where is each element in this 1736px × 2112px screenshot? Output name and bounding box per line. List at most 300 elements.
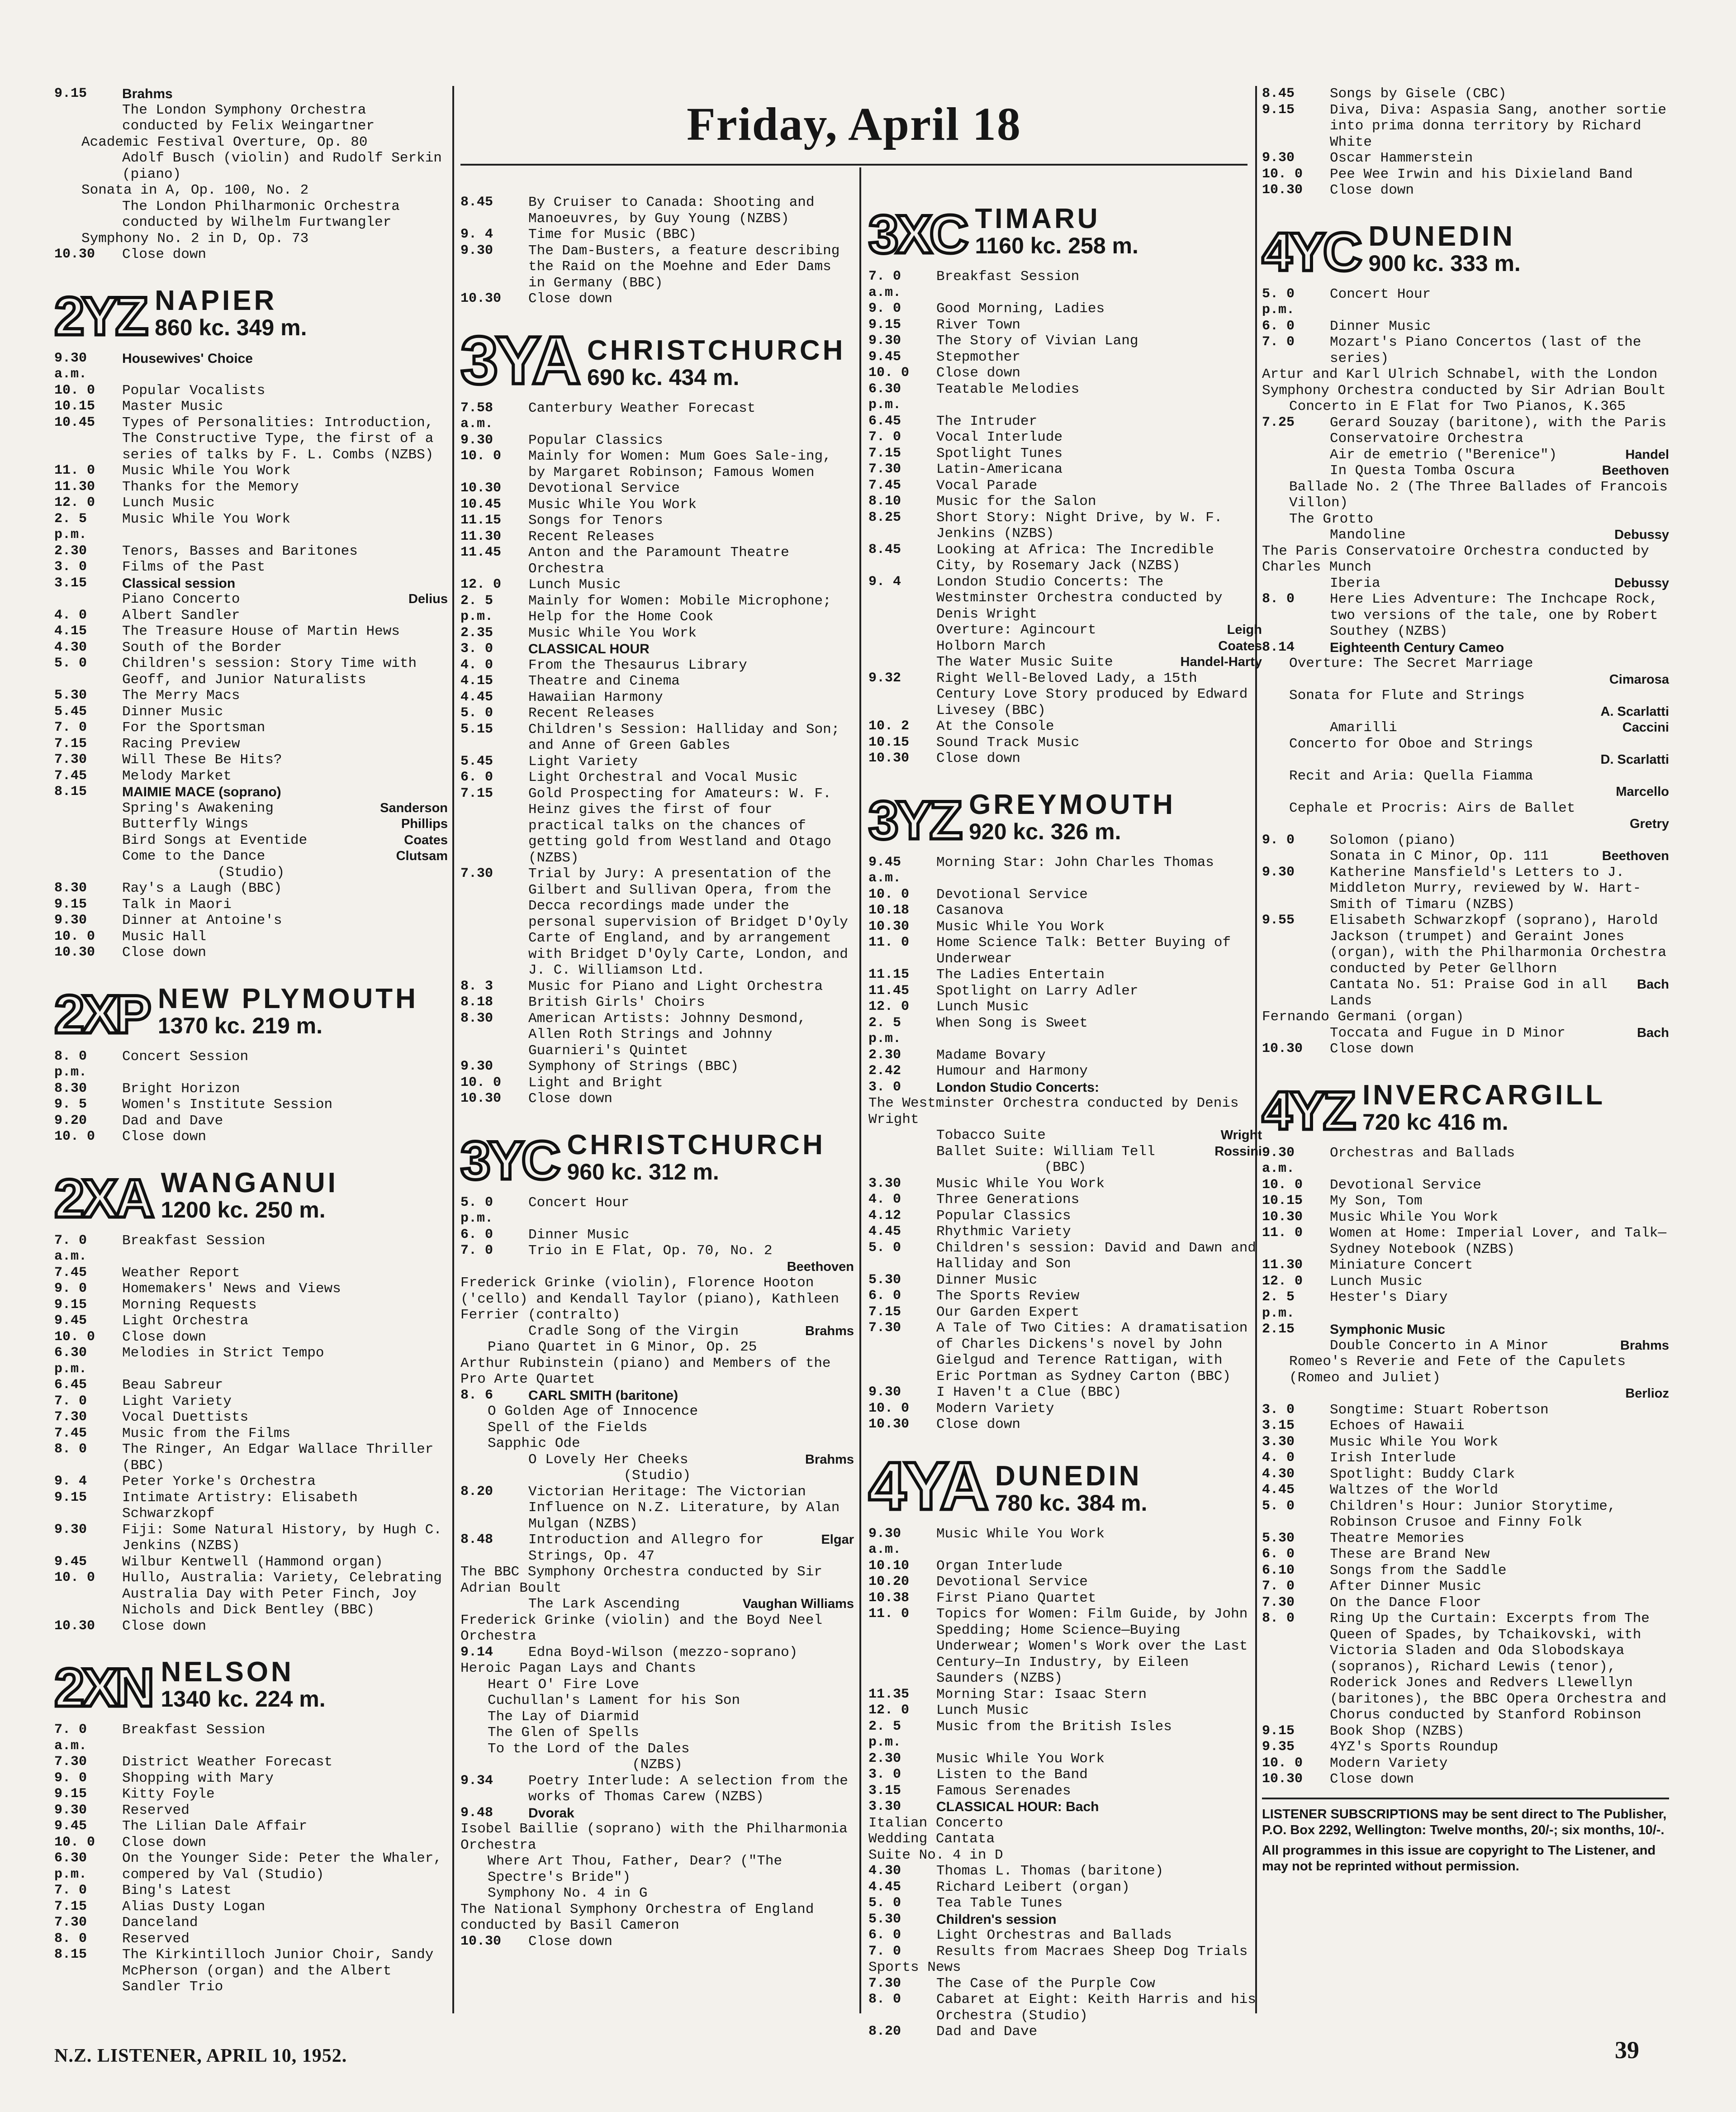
programme-text: Italian Concerto <box>868 1815 1003 1831</box>
schedule-row <box>54 640 448 656</box>
programme-text: Iberia <box>1330 575 1380 591</box>
time-slot: 10. 0 <box>1262 1755 1303 1771</box>
programme-text: Thomas L. Thomas (baritone) <box>936 1863 1164 1879</box>
time-slot: 7. 0 a.m. <box>54 1722 87 1754</box>
programme-text: Kitty Foyle <box>122 1786 215 1802</box>
schedule-row <box>460 770 854 786</box>
programme-text: Housewives' Choice <box>122 351 253 366</box>
programme-text: Holborn March <box>936 638 1046 654</box>
schedule-row <box>54 704 448 720</box>
composer-name: Leigh <box>1227 623 1262 637</box>
programme-text: Close down <box>122 1129 207 1145</box>
time-slot: 6.30 p.m. <box>868 381 901 413</box>
schedule-row <box>460 1725 854 1741</box>
time-slot <box>868 1127 936 1144</box>
programme-text: Oscar Hammerstein <box>1330 150 1473 166</box>
programme-text: Theatre and Cinema <box>528 673 680 689</box>
time-slot <box>1262 1338 1330 1354</box>
programme-text: Lunch Music <box>1330 1273 1423 1289</box>
programme-text: Spotlight: Buddy Clark <box>1330 1466 1515 1482</box>
time-slot: 3. 0 <box>54 559 87 575</box>
programme-text: Madame Bovary <box>936 1047 1046 1063</box>
time-slot: 4.45 <box>1262 1482 1295 1498</box>
schedule-row <box>1262 1450 1669 1466</box>
schedule-row <box>868 1815 1262 1831</box>
time-slot: 10.20 <box>868 1574 910 1589</box>
programme-text: Overture: The Secret Marriage <box>1289 656 1533 671</box>
schedule-row <box>460 690 854 706</box>
time-slot <box>1262 576 1330 592</box>
programme-text: Bing's Latest <box>122 1883 232 1898</box>
schedule-row <box>460 433 854 449</box>
composer-name: Rossini <box>1214 1144 1262 1159</box>
schedule-row <box>54 463 448 479</box>
schedule-row <box>54 832 448 849</box>
time-slot: 10.30 <box>460 1091 502 1106</box>
schedule-row <box>460 593 854 625</box>
schedule-row <box>54 134 448 151</box>
time-slot: 10. 0 <box>868 1400 910 1416</box>
time-slot: 9.30 <box>460 1059 493 1074</box>
schedule-row <box>460 497 854 513</box>
time-slot: 4. 0 <box>54 607 87 623</box>
schedule-row <box>460 1468 854 1484</box>
programme-text: Dinner Music <box>1330 318 1431 334</box>
schedule-row <box>1262 1466 1669 1483</box>
time-slot: 4.30 <box>1262 1466 1295 1482</box>
time-slot: 9.30 <box>54 1802 87 1818</box>
station-callsign: 2YZ <box>54 285 146 347</box>
programme-text: Close down <box>122 1834 207 1850</box>
time-slot: 2. 5 p.m. <box>868 1718 901 1750</box>
programme-text: The Merry Macs <box>122 688 240 704</box>
schedule-row <box>54 1947 448 1995</box>
programme-text <box>1262 704 1595 720</box>
programme-text: Time for Music (BBC) <box>528 227 697 243</box>
schedule-row <box>54 1570 448 1618</box>
programme-text: My Son, Tom <box>1330 1193 1423 1209</box>
schedule-row <box>1262 415 1669 447</box>
programme-text: Reserved <box>122 1931 190 1947</box>
station-callsign: 2XP <box>54 984 149 1045</box>
schedule-row <box>1262 166 1669 183</box>
programme-text: Close down <box>1330 1771 1414 1787</box>
programme-text: Dinner Music <box>528 1227 630 1243</box>
schedule-row <box>54 182 448 199</box>
schedule-row <box>460 1259 854 1275</box>
time-slot: 9.45 <box>868 349 901 365</box>
schedule-row <box>1262 319 1669 335</box>
time-slot: 10. 0 <box>868 886 910 902</box>
time-slot: 9.20 <box>54 1113 87 1128</box>
schedule-row <box>868 1895 1262 1912</box>
programme-text: Latin-Americana <box>936 461 1063 477</box>
schedule-row <box>868 1417 1262 1433</box>
schedule-row <box>1262 1041 1669 1057</box>
programme-text: (NZBS) <box>632 1757 683 1773</box>
schedule-row <box>868 1912 1262 1928</box>
programme-text: Devotional Service <box>528 480 680 496</box>
time-slot: 6.10 <box>1262 1562 1295 1578</box>
programme-text: The London Philharmonic Orchestra conducted by Wilhelm Furtwangler <box>122 198 400 230</box>
station-frequency: 720 kc 416 m. <box>1362 1109 1508 1135</box>
programme-text: Master Music <box>122 399 223 414</box>
schedule-row <box>1262 656 1669 672</box>
programme-text: Close down <box>122 247 207 262</box>
time-slot: 3.30 <box>868 1175 901 1191</box>
time-slot: 7.45 <box>868 477 901 493</box>
programme-text: Symphony No. 4 in G <box>488 1885 648 1901</box>
schedule-row <box>54 1818 448 1835</box>
time-slot: 5.30 <box>868 1272 901 1288</box>
schedule-row <box>54 86 448 102</box>
programme-text: Isobel Baillie (soprano) with the Philharmonia Orchestra <box>460 1821 848 1853</box>
programme-text: Vocal Parade <box>936 477 1038 494</box>
programme-text: Ring Up the Curtain: Excerpts from The Queen of Spades, by Tchaikovski, with Victoria Sladen and Oda Slobodskaya (sopranos), Richard Lewis (tenor), Roderick Jones and Redvers Llewellyn (baritones), the BBC Opera Orchestra and Chorus conducted by Stanford Robinson <box>1330 1611 1667 1723</box>
time-slot: 5.45 <box>460 753 493 769</box>
schedule-row <box>1262 591 1669 640</box>
time-slot: 9.30 <box>54 1522 87 1537</box>
station-name: DUNEDIN <box>995 1460 1142 1492</box>
programme-text: Tobacco Suite <box>936 1127 1046 1143</box>
schedule-row <box>868 1401 1262 1417</box>
schedule-row <box>868 1095 1262 1127</box>
time-slot: 10. 0 <box>868 365 910 381</box>
schedule-row <box>1262 527 1669 543</box>
time-slot: 4.15 <box>460 673 493 689</box>
time-slot: 10.15 <box>54 399 95 414</box>
programme-text: Films of the Past <box>122 559 266 575</box>
schedule-row <box>868 1160 1262 1176</box>
time-slot: 5.45 <box>54 704 87 719</box>
time-slot: 4.15 <box>54 623 87 639</box>
composer-name: Caccini <box>1622 720 1669 735</box>
programme-text: Lunch Music <box>936 1703 1029 1718</box>
schedule-row <box>868 1304 1262 1321</box>
time-slot: 9.48 <box>460 1805 493 1821</box>
time-slot <box>54 848 122 865</box>
schedule-row <box>460 754 854 770</box>
schedule-row <box>868 1960 1262 1976</box>
time-slot: 9.15 <box>54 1786 87 1802</box>
programme-text: Gold Prospecting for Amateurs: W. F. Heinz gives the first of four practical talks on the chances of getting gold from Westland and Otago (NZBS) <box>528 785 831 866</box>
schedule-row <box>460 1388 854 1404</box>
station-header <box>54 1167 448 1229</box>
station-callsign: 3XC <box>868 204 966 265</box>
programme-text: Symphony of Strings (BBC) <box>528 1059 739 1075</box>
programme-text: MAIMIE MACE (soprano) <box>122 785 281 799</box>
programme-text: Romeo's Reverie and Fete of the Capulets (Romeo and Juliet) <box>1289 1354 1626 1386</box>
time-slot: 10. 0 <box>54 1329 95 1345</box>
programme-text: Children's session: Story Time with Geoff, and Junior Naturalists <box>122 656 417 688</box>
schedule-row <box>868 1783 1262 1799</box>
time-slot: 10.30 <box>868 1417 910 1432</box>
programme-text: The National Symphony Orchestra of England conducted by Basil Cameron <box>460 1901 814 1933</box>
programme-text: Music Hall <box>122 928 207 945</box>
programme-text: Music from the Films <box>122 1425 291 1441</box>
time-slot: 12. 0 <box>54 495 95 510</box>
schedule-row <box>54 102 448 134</box>
programme-text: Albert Sandler <box>122 607 240 623</box>
time-slot: 7.45 <box>54 768 87 784</box>
station-header <box>868 1447 1262 1524</box>
schedule-row <box>54 1265 448 1281</box>
station-frequency: 960 kc. 312 m. <box>567 1159 719 1184</box>
station-frequency: 1200 kc. 250 m. <box>161 1197 326 1222</box>
programme-text: Music While You Work <box>936 1526 1105 1542</box>
schedule-row <box>54 1441 448 1474</box>
schedule-row <box>460 1356 854 1388</box>
time-slot: 11.30 <box>460 528 502 544</box>
station-header <box>54 983 448 1045</box>
schedule-row <box>1262 1755 1669 1772</box>
programme-text: O Lovely Her Cheeks <box>528 1451 688 1468</box>
programme-text: From the Thesaurus Library <box>528 657 747 673</box>
schedule-row <box>54 543 448 560</box>
programme-text: Amarilli <box>1330 720 1397 736</box>
schedule-row <box>54 1490 448 1522</box>
time-slot: 7.30 <box>1262 1594 1295 1610</box>
programme-text: Listen to the Band <box>936 1767 1088 1783</box>
programme-text: Light Orchestral and Vocal Music <box>528 770 798 785</box>
schedule-row <box>868 1927 1262 1944</box>
programme-text: Piano Concerto <box>122 591 240 607</box>
programme-text: Songs from the Saddle <box>1330 1562 1507 1579</box>
schedule-row <box>460 195 854 227</box>
schedule-row <box>54 656 448 688</box>
schedule-row <box>460 641 854 657</box>
time-slot: 10. 0 <box>54 1129 95 1144</box>
station-schedule <box>868 855 1262 1433</box>
schedule-row <box>1262 1338 1669 1354</box>
schedule-row <box>460 1693 854 1709</box>
composer-name: Brahms <box>805 1323 854 1338</box>
programme-text: The Paris Conservatoire Orchestra conducted by Charles Munch <box>1262 543 1649 575</box>
station-header <box>460 1129 854 1191</box>
time-slot: 11. 0 <box>1262 1225 1303 1241</box>
station-frequency: 1370 kc. 219 m. <box>157 1013 323 1038</box>
schedule-row <box>1262 102 1669 151</box>
schedule-row <box>868 622 1262 638</box>
station-callsign: 3YZ <box>868 790 960 851</box>
time-slot: 9. 4 <box>460 227 493 242</box>
time-slot <box>460 1452 528 1468</box>
schedule-row <box>54 945 448 961</box>
programme-text: Concert Hour <box>528 1194 630 1211</box>
programme-text: Bird Songs at Eventide <box>122 832 308 848</box>
time-slot <box>1262 720 1330 736</box>
programme-text: Sonata in A, Op. 100, No. 2 <box>81 182 309 198</box>
time-slot: 6. 0 <box>1262 1546 1295 1562</box>
time-slot: 9. 0 <box>868 301 901 316</box>
programme-text: Music While You Work <box>122 463 291 479</box>
station-frequency: 690 kc. 434 m. <box>587 364 740 390</box>
programme-text: Women's Institute Session <box>122 1097 333 1113</box>
schedule-row <box>460 1227 854 1243</box>
time-slot: 5.30 <box>868 1911 901 1927</box>
programme-text: Popular Classics <box>936 1208 1071 1224</box>
schedule-row <box>1262 150 1669 166</box>
schedule-row <box>54 1835 448 1851</box>
schedule-row <box>868 1751 1262 1767</box>
time-slot: 5. 0 p.m. <box>1262 286 1295 318</box>
programme-text: Breakfast Session <box>936 269 1080 285</box>
schedule-row <box>460 1564 854 1596</box>
time-slot: 10. 0 <box>1262 1177 1303 1193</box>
programme-text: Diva, Diva: Aspasia Sang, another sortie into prima donna territory by Richard White <box>1330 102 1667 150</box>
time-slot: 7.30 <box>868 461 901 477</box>
time-slot: 10.30 <box>460 480 502 496</box>
time-slot: 3.15 <box>868 1783 901 1798</box>
schedule-row <box>54 351 448 383</box>
programme-text: Spotlight on Larry Adler <box>936 983 1138 999</box>
programme-text: Melody Market <box>122 768 232 784</box>
schedule-row <box>1262 1177 1669 1194</box>
programme-text: Racing Preview <box>122 736 240 752</box>
programme-text: Air de emetrio ("Berenice") <box>1330 447 1557 463</box>
station-schedule <box>868 1526 1262 2040</box>
time-slot: 11.45 <box>460 545 502 560</box>
time-slot: 11.35 <box>868 1686 910 1702</box>
programme-text: Victorian Heritage: The Victorian Influence on N.Z. Literature, by Alan Mulgan (NZBS) <box>528 1484 840 1532</box>
programme-text: Ray's a Laugh (BBC) <box>122 880 282 896</box>
schedule-row <box>54 1377 448 1394</box>
schedule-row <box>54 1394 448 1410</box>
schedule-row <box>868 1687 1262 1703</box>
programme-text: Dad and Dave <box>122 1113 223 1129</box>
station-name: DUNEDIN <box>1368 220 1515 252</box>
schedule-row <box>1262 576 1669 592</box>
programme-text: Recit and Aria: Quella Fiamma <box>1289 768 1533 784</box>
programme-text: Stepmother <box>936 349 1021 365</box>
composer-name: Debussy <box>1614 576 1669 590</box>
time-slot: 9.15 <box>1262 102 1295 118</box>
schedule-row <box>460 1596 854 1613</box>
programme-text: Music While You Work <box>528 496 697 513</box>
schedule-row <box>460 1059 854 1075</box>
programme-text: When Song is Sweet <box>936 1015 1088 1031</box>
schedule-row <box>460 513 854 529</box>
schedule-row <box>54 1474 448 1490</box>
programme-text: River Town <box>936 317 1021 333</box>
time-slot: 9. 0 <box>1262 832 1295 848</box>
schedule-row <box>460 1075 854 1091</box>
schedule-row <box>54 383 448 399</box>
schedule-row <box>1262 640 1669 656</box>
title-rule <box>460 164 1247 166</box>
station-name: TIMARU <box>975 203 1100 234</box>
time-slot: 9. 0 <box>54 1770 87 1786</box>
time-slot: 4.30 <box>868 1863 901 1879</box>
time-slot: 3. 0 <box>1262 1402 1295 1418</box>
composer-name: Sanderson <box>380 800 448 815</box>
programme-text: Cabaret at Eight: Keith Harris and his Orchestra (Studio) <box>936 1992 1256 2024</box>
programme-text: Adolf Busch (violin) and Rudolf Serkin (piano) <box>122 150 442 182</box>
schedule-row <box>460 291 854 307</box>
schedule-row <box>1262 1402 1669 1418</box>
programme-text: Butterfly Wings <box>122 816 249 832</box>
station-header <box>54 1656 448 1718</box>
time-slot: 10.15 <box>1262 1193 1303 1208</box>
time-slot: 3.15 <box>1262 1418 1295 1433</box>
programme-text: Fiji: Some Natural History, by Hugh C. Jenkins (NZBS) <box>122 1522 442 1554</box>
page-number: 39 <box>1615 2036 1639 2064</box>
time-slot: 7.15 <box>54 736 87 752</box>
time-slot: 9. 5 <box>54 1097 87 1112</box>
schedule-row <box>460 1645 854 1661</box>
programme-text: Irish Interlude <box>1330 1450 1456 1466</box>
station-info <box>155 286 307 340</box>
programme-text: Types of Personalities: Introduction, The Constructive Type, the first of a series of talks by F. L. Combs (NZBS) <box>122 414 434 463</box>
time-slot: 8. 0 <box>54 1931 87 1946</box>
schedule-row <box>460 1677 854 1693</box>
programme-text: The Treasure House of Martin Hews <box>122 623 400 639</box>
programme-text: Light Variety <box>122 1393 232 1409</box>
schedule-row <box>54 1409 448 1426</box>
station-callsign: 4YZ <box>1262 1080 1354 1141</box>
programme-text: Intimate Artistry: Elisabeth Schwarzkopf <box>122 1489 358 1522</box>
time-slot: 2.15 <box>1262 1322 1295 1337</box>
time-slot: 8. 0 <box>868 1992 901 2007</box>
schedule-row <box>54 720 448 736</box>
programme-text: Music While You Work <box>936 1750 1105 1767</box>
time-slot: 2. 5 p.m. <box>460 593 493 624</box>
programme-text: Music While You Work <box>1330 1209 1499 1225</box>
programme-text: Concerto for Oboe and Strings <box>1289 736 1533 752</box>
schedule-row <box>54 1931 448 1947</box>
programme-text: South of the Border <box>122 639 282 656</box>
time-slot: 6.30 p.m. <box>54 1850 87 1882</box>
schedule-row <box>868 718 1262 735</box>
time-slot: 9.15 <box>868 317 901 333</box>
schedule-row <box>1262 447 1669 463</box>
schedule-row <box>54 511 448 543</box>
time-slot: 7. 0 <box>1262 334 1295 350</box>
programme-text: Close down <box>122 1618 207 1634</box>
programme-text: Women at Home: Imperial Lover, and Talk—Sydney Notebook (NZBS) <box>1330 1225 1667 1257</box>
programme-text: Close down <box>122 1329 207 1345</box>
time-slot: 10.45 <box>54 414 95 430</box>
programme-text: Looking at Africa: The Incredible City, by Rosemary Jack (NZBS) <box>936 542 1214 574</box>
programme-text: Close down <box>936 751 1021 766</box>
schedule-row <box>460 1243 854 1259</box>
programme-text: Symphonic Music <box>1330 1322 1446 1337</box>
station-name: INVERCARGILL <box>1362 1079 1606 1111</box>
programme-text: The Lay of Diarmid <box>488 1708 639 1725</box>
time-slot: 8. 3 <box>460 978 493 994</box>
time-slot: 4. 0 <box>868 1192 901 1207</box>
schedule-row <box>868 510 1262 542</box>
time-slot <box>54 816 122 832</box>
programme-text: Mandoline <box>1330 527 1406 543</box>
time-slot: 7. 0 a.m. <box>868 269 901 300</box>
schedule-row <box>460 529 854 545</box>
schedule-row <box>868 1976 1262 1992</box>
time-slot: 2. 5 p.m. <box>868 1015 901 1046</box>
programme-text: Recent Releases <box>528 705 655 721</box>
schedule-row <box>54 399 448 415</box>
station-frequency: 780 kc. 384 m. <box>995 1490 1148 1516</box>
composer-name: Brahms <box>1620 1338 1669 1353</box>
time-slot: 4.30 <box>54 639 87 655</box>
schedule-row <box>460 1613 854 1645</box>
programme-text: Elisabeth Schwarzkopf (soprano), Harold Jackson (trumpet) and Geraint Jones (organ), with the Philharmonia Orchestra conducted by Peter Gellhorn <box>1330 913 1667 977</box>
schedule-row <box>460 480 854 497</box>
programme-text: I Haven't a Clue (BBC) <box>936 1384 1122 1400</box>
time-slot: 9.34 <box>460 1773 493 1789</box>
programme-text: These are Brand New <box>1330 1546 1490 1562</box>
programme-text: Tenors, Basses and Baritones <box>122 543 358 559</box>
